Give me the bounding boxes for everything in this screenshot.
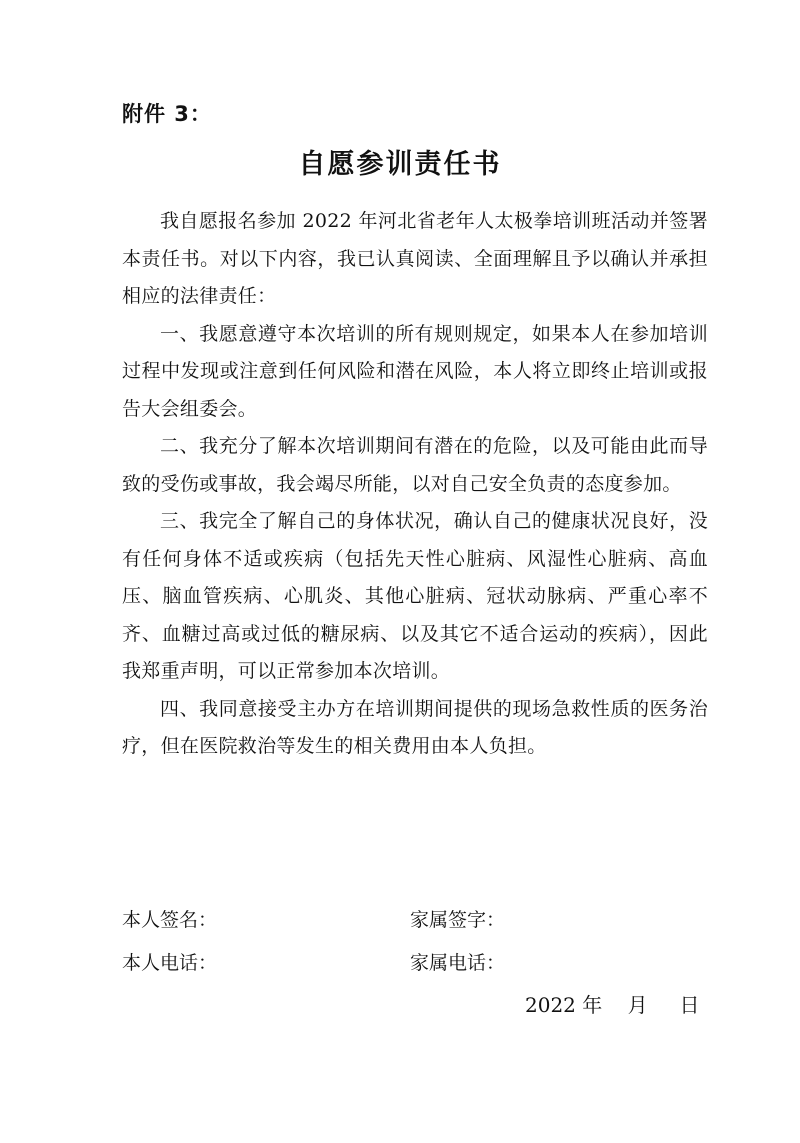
- self-phone-label: 本人电话：: [122, 952, 218, 974]
- family-signature-label: 家属签字：: [410, 909, 506, 931]
- document-title: 自愿参训责任书: [298, 149, 502, 180]
- date-line: 2022 年 月 日: [525, 993, 700, 1017]
- clause-4-paragraph: 四、我同意接受主办方在培训期间提供的现场急救性质的医务治疗，但在医院救治等发生的相关费用由本人负担。: [122, 697, 708, 757]
- clause-3-paragraph: 三、我完全了解自己的身体状况，确认自己的健康状况良好，没有任何身体不适或疾病（包括先天性心脏病、风湿性心脏病、高血压、脑血管疾病、心肌炎、其他心脏病、冠状动脉病、严重心率不齐、血糖过高或过低的糖尿病、以及其它不适合运动的疾病），因此我郑重声明，可以正常参加本次培训。: [122, 510, 708, 682]
- intro-paragraph: 我自愿报名参加 2022 年河北省老年人太极拳培训班活动并签署本责任书。对以下内容，我已认真阅读、全面理解且予以确认并承担相应的法律责任：: [122, 210, 708, 307]
- clause-2-paragraph: 二、我充分了解本次培训期间有潜在的危险，以及可能由此而导致的受伤或事故，我会竭尽所能，以对自己安全负责的态度参加。: [122, 435, 708, 495]
- family-phone-label: 家属电话：: [410, 952, 506, 974]
- self-signature-label: 本人签名：: [122, 909, 218, 931]
- document-body: [122, 203, 708, 766]
- clause-1-paragraph: 一、我愿意遵守本次培训的所有规则规定，如果本人在参加培训过程中发现或注意到任何风险和潜在风险，本人将立即终止培训或报告大会组委会。: [122, 322, 708, 420]
- attachment-label: 附件 3：: [122, 102, 212, 126]
